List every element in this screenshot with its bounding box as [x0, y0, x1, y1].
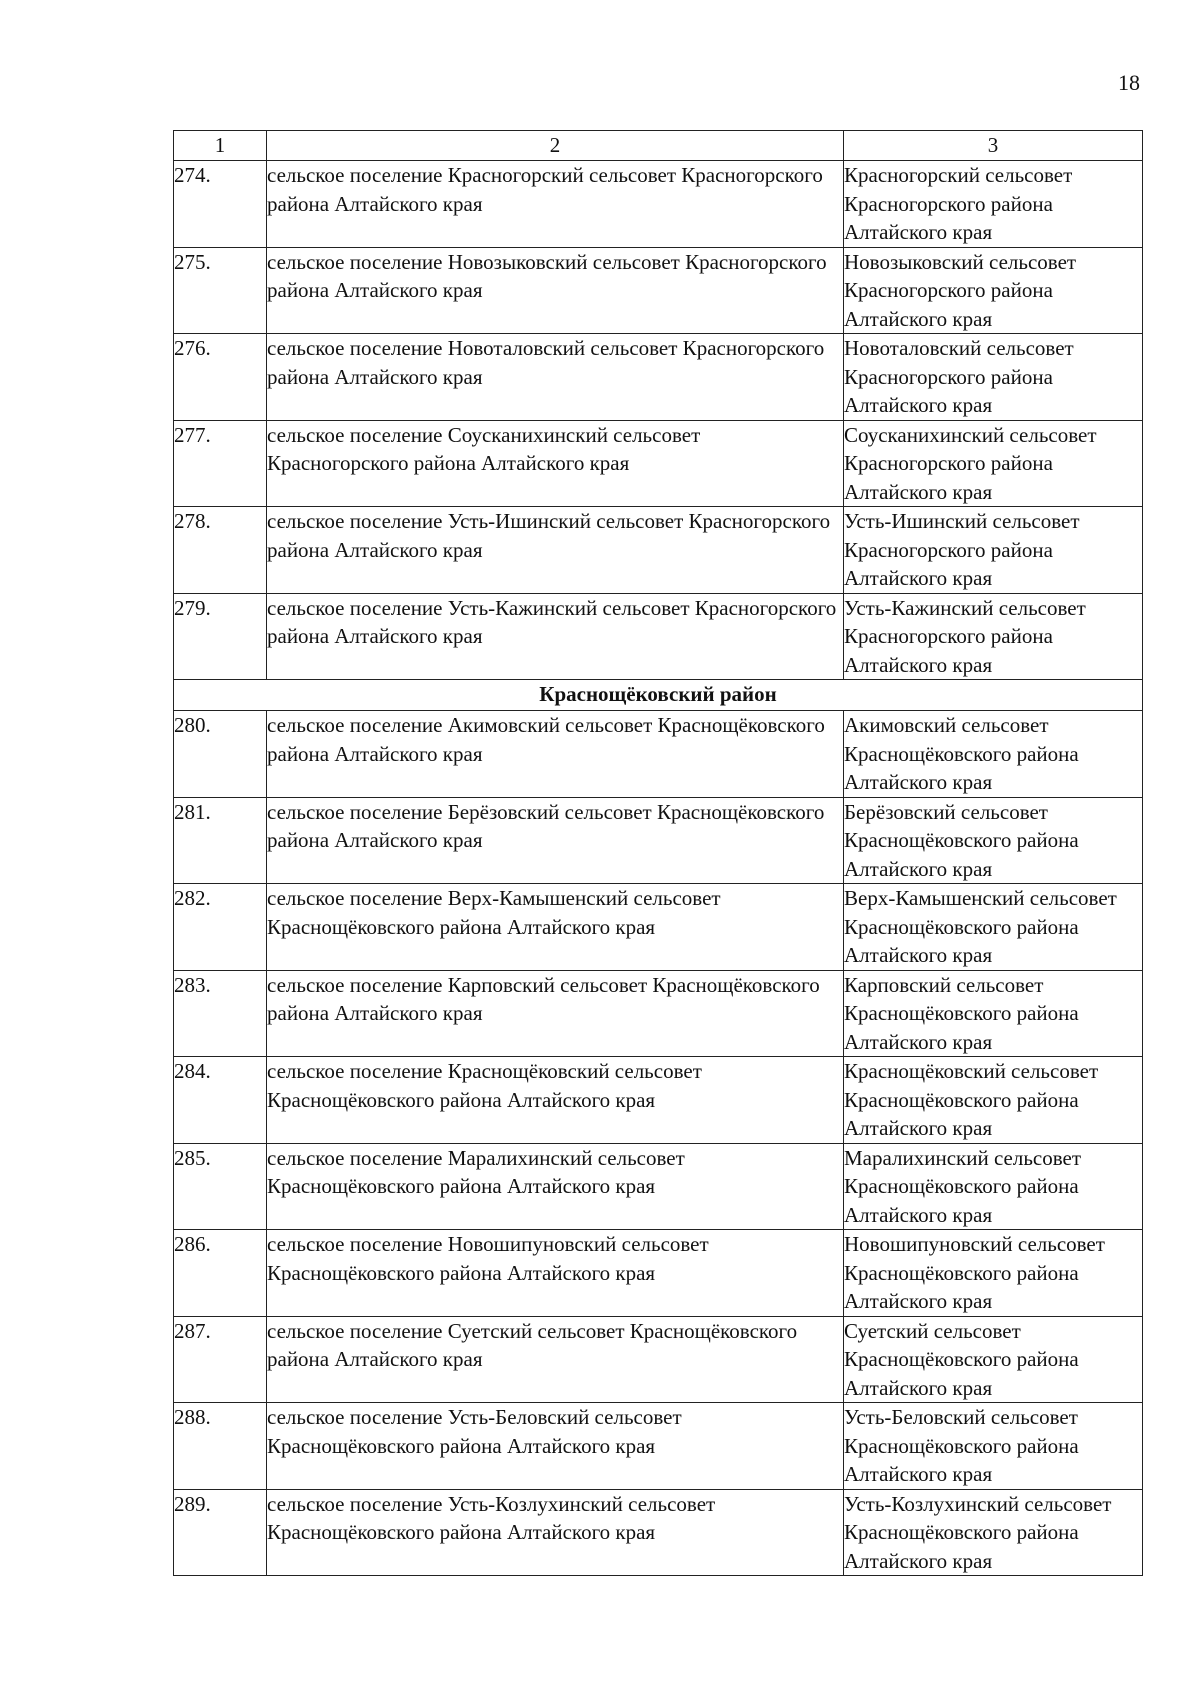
table-row	[174, 1316, 1143, 1403]
row-description: сельское поселение Новошипуновский сельсовет Краснощёковского района Алтайского края	[267, 1230, 844, 1317]
table-row	[174, 247, 1143, 334]
table-row	[174, 970, 1143, 1057]
table-header-row	[174, 131, 1143, 161]
table-row	[174, 420, 1143, 507]
row-name: Верх-Камышенский сельсовет Краснощёковского района Алтайского края	[844, 884, 1143, 971]
row-number: 288.	[174, 1403, 267, 1490]
row-number: 282.	[174, 884, 267, 971]
table-row	[174, 797, 1143, 884]
row-name: Акимовский сельсовет Краснощёковского района Алтайского края	[844, 711, 1143, 798]
settlements-table	[173, 130, 1143, 1576]
page-number: 18	[1118, 70, 1140, 95]
table-row	[174, 593, 1143, 680]
column-header-description: 2	[267, 131, 844, 161]
row-name: Новошипуновский сельсовет Краснощёковского района Алтайского края	[844, 1230, 1143, 1317]
row-name: Берёзовский сельсовет Краснощёковского района Алтайского края	[844, 797, 1143, 884]
row-number: 279.	[174, 593, 267, 680]
table-row	[174, 1057, 1143, 1144]
row-number: 289.	[174, 1489, 267, 1576]
row-description: сельское поселение Маралихинский сельсовет Краснощёковского района Алтайского края	[267, 1143, 844, 1230]
row-number: 280.	[174, 711, 267, 798]
column-header-number: 1	[174, 131, 267, 161]
table-row	[174, 1230, 1143, 1317]
row-name: Краснощёковский сельсовет Краснощёковского района Алтайского края	[844, 1057, 1143, 1144]
row-description: сельское поселение Суетский сельсовет Краснощёковского района Алтайского края	[267, 1316, 844, 1403]
row-description: сельское поселение Усть-Козлухинский сельсовет Краснощёковского района Алтайского края	[267, 1489, 844, 1576]
row-number: 277.	[174, 420, 267, 507]
row-name: Маралихинский сельсовет Краснощёковского района Алтайского края	[844, 1143, 1143, 1230]
section-header-row	[174, 680, 1143, 711]
row-name: Новозыковский сельсовет Красногорского района Алтайского края	[844, 247, 1143, 334]
row-description: сельское поселение Новозыковский сельсовет Красногорского района Алтайского края	[267, 247, 844, 334]
row-number: 274.	[174, 161, 267, 248]
row-description: сельское поселение Краснощёковский сельсовет Краснощёковского района Алтайского края	[267, 1057, 844, 1144]
row-description: сельское поселение Новоталовский сельсовет Красногорского района Алтайского края	[267, 334, 844, 421]
table-row	[174, 1143, 1143, 1230]
row-number: 275.	[174, 247, 267, 334]
row-number: 283.	[174, 970, 267, 1057]
row-description: сельское поселение Красногорский сельсовет Красногорского района Алтайского края	[267, 161, 844, 248]
row-description: сельское поселение Карповский сельсовет Краснощёковского района Алтайского края	[267, 970, 844, 1057]
table-row	[174, 884, 1143, 971]
row-number: 287.	[174, 1316, 267, 1403]
row-description: сельское поселение Акимовский сельсовет Краснощёковского района Алтайского края	[267, 711, 844, 798]
row-number: 285.	[174, 1143, 267, 1230]
section-title: Краснощёковский район	[174, 680, 1143, 711]
table-row	[174, 507, 1143, 594]
table-row	[174, 711, 1143, 798]
row-number: 284.	[174, 1057, 267, 1144]
table-row	[174, 1403, 1143, 1490]
row-description: сельское поселение Берёзовский сельсовет Краснощёковского района Алтайского края	[267, 797, 844, 884]
row-description: сельское поселение Усть-Беловский сельсовет Краснощёковского района Алтайского края	[267, 1403, 844, 1490]
row-description: сельское поселение Усть-Кажинский сельсовет Красногорского района Алтайского края	[267, 593, 844, 680]
table-body	[174, 161, 1143, 1576]
row-name: Карповский сельсовет Краснощёковского района Алтайского края	[844, 970, 1143, 1057]
row-description: сельское поселение Усть-Ишинский сельсовет Красногорского района Алтайского края	[267, 507, 844, 594]
column-header-name: 3	[844, 131, 1143, 161]
row-name: Усть-Кажинский сельсовет Красногорского района Алтайского края	[844, 593, 1143, 680]
table-row	[174, 161, 1143, 248]
row-name: Усть-Ишинский сельсовет Красногорского района Алтайского края	[844, 507, 1143, 594]
table-row	[174, 1489, 1143, 1576]
row-number: 286.	[174, 1230, 267, 1317]
row-name: Усть-Козлухинский сельсовет Краснощёковского района Алтайского края	[844, 1489, 1143, 1576]
row-description: сельское поселение Соусканихинский сельсовет Красногорского района Алтайского края	[267, 420, 844, 507]
row-name: Новоталовский сельсовет Красногорского района Алтайского края	[844, 334, 1143, 421]
row-number: 281.	[174, 797, 267, 884]
row-name: Суетский сельсовет Краснощёковского района Алтайского края	[844, 1316, 1143, 1403]
row-description: сельское поселение Верх-Камышенский сельсовет Краснощёковского района Алтайского края	[267, 884, 844, 971]
row-name: Соусканихинский сельсовет Красногорского района Алтайского края	[844, 420, 1143, 507]
row-name: Усть-Беловский сельсовет Краснощёковского района Алтайского края	[844, 1403, 1143, 1490]
row-number: 278.	[174, 507, 267, 594]
row-number: 276.	[174, 334, 267, 421]
row-name: Красногорский сельсовет Красногорского района Алтайского края	[844, 161, 1143, 248]
table-row	[174, 334, 1143, 421]
